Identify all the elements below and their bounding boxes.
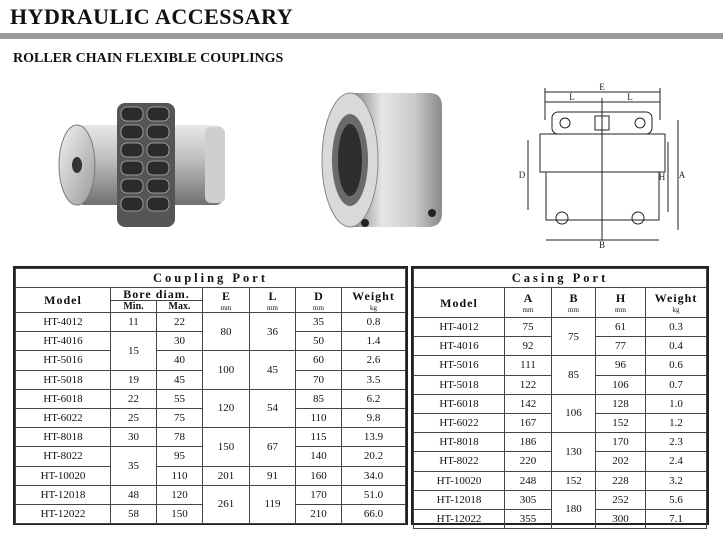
label-l-right: L bbox=[627, 92, 633, 102]
cell-d: 85 bbox=[296, 389, 342, 408]
cell-bore-max: 40 bbox=[157, 351, 203, 370]
table-row bbox=[414, 433, 707, 452]
cell-a: 122 bbox=[505, 375, 552, 394]
cell-bore-max: 120 bbox=[157, 485, 203, 504]
cell-h: 128 bbox=[596, 394, 646, 413]
cell-model: HT-8018 bbox=[414, 433, 505, 452]
coupling-port-title: Coupling Port bbox=[16, 269, 406, 288]
cell-model: HT-8022 bbox=[414, 452, 505, 471]
cell-h: 300 bbox=[596, 509, 646, 528]
cell-bore-max: 55 bbox=[157, 389, 203, 408]
casing-col-b bbox=[552, 288, 596, 318]
cell-e: 120 bbox=[203, 389, 250, 427]
cell-d: 115 bbox=[296, 428, 342, 447]
col-model: Model bbox=[16, 288, 111, 313]
col-e-unit: mm bbox=[220, 303, 232, 312]
cell-weight: 6.2 bbox=[342, 389, 406, 408]
cell-bore-min: 30 bbox=[111, 428, 157, 447]
cell-weight: 0.8 bbox=[342, 313, 406, 332]
cell-h: 77 bbox=[596, 337, 646, 356]
casing-col-b-unit: mm bbox=[568, 306, 579, 314]
label-h: H bbox=[658, 172, 666, 182]
cell-d: 210 bbox=[296, 504, 342, 523]
cell-weight: 5.6 bbox=[646, 490, 707, 509]
cell-weight: 0.7 bbox=[646, 375, 707, 394]
cell-model: HT-6018 bbox=[414, 394, 505, 413]
cell-h: 106 bbox=[596, 375, 646, 394]
cell-b: 130 bbox=[552, 433, 596, 471]
cell-weight: 51.0 bbox=[342, 485, 406, 504]
cell-e: 150 bbox=[203, 428, 250, 466]
casing-col-h bbox=[596, 288, 646, 318]
cell-model: HT-10020 bbox=[414, 471, 505, 490]
cell-b: 85 bbox=[552, 356, 596, 394]
cell-weight: 7.1 bbox=[646, 509, 707, 528]
label-e: E bbox=[599, 82, 605, 92]
col-weight-unit: kg bbox=[370, 303, 377, 312]
cell-weight: 1.2 bbox=[646, 413, 707, 432]
cell-bore-max: 45 bbox=[157, 370, 203, 389]
casing-col-a-label: A bbox=[523, 291, 533, 305]
cell-b: 180 bbox=[552, 490, 596, 528]
table-row bbox=[414, 490, 707, 509]
cell-model: HT-6018 bbox=[16, 389, 111, 408]
col-e-label: E bbox=[221, 288, 230, 303]
cell-b: 152 bbox=[552, 471, 596, 490]
cell-bore-max: 150 bbox=[157, 504, 203, 523]
col-weight bbox=[342, 288, 406, 313]
cell-model: HT-8018 bbox=[16, 428, 111, 447]
cell-weight: 9.8 bbox=[342, 408, 406, 427]
cell-h: 96 bbox=[596, 356, 646, 375]
cell-bore-max: 78 bbox=[157, 428, 203, 447]
cell-d: 140 bbox=[296, 447, 342, 466]
cell-d: 70 bbox=[296, 370, 342, 389]
col-d-label: D bbox=[314, 288, 323, 303]
col-l-label: L bbox=[268, 288, 277, 303]
cell-weight: 3.5 bbox=[342, 370, 406, 389]
cell-bore-min: 22 bbox=[111, 389, 157, 408]
cell-model: HT-6022 bbox=[414, 413, 505, 432]
cell-model: HT-5018 bbox=[16, 370, 111, 389]
cell-weight: 2.4 bbox=[646, 452, 707, 471]
page-title: HYDRAULIC ACCESSARY bbox=[10, 4, 294, 29]
cell-l: 67 bbox=[250, 428, 296, 466]
cell-d: 160 bbox=[296, 466, 342, 485]
cell-weight: 34.0 bbox=[342, 466, 406, 485]
casing-col-weight bbox=[646, 288, 707, 318]
table-row bbox=[16, 485, 406, 504]
col-d bbox=[296, 288, 342, 313]
cell-d: 60 bbox=[296, 351, 342, 370]
cell-bore-max: 75 bbox=[157, 408, 203, 427]
cell-d: 110 bbox=[296, 408, 342, 427]
cell-d: 35 bbox=[296, 313, 342, 332]
cell-weight: 13.9 bbox=[342, 428, 406, 447]
casing-col-model: Model bbox=[414, 288, 505, 318]
cell-weight: 1.4 bbox=[342, 332, 406, 351]
cell-a: 220 bbox=[505, 452, 552, 471]
casing-col-a bbox=[505, 288, 552, 318]
cell-d: 50 bbox=[296, 332, 342, 351]
cell-a: 92 bbox=[505, 337, 552, 356]
cell-model: HT-4012 bbox=[16, 313, 111, 332]
chain-coupling-photo bbox=[55, 95, 245, 235]
cell-bore-min: 19 bbox=[111, 370, 157, 389]
cell-model: HT-10020 bbox=[16, 466, 111, 485]
cell-h: 252 bbox=[596, 490, 646, 509]
casing-col-b-label: B bbox=[569, 291, 578, 305]
col-bore-min: Min. bbox=[111, 301, 157, 313]
cell-model: HT-5018 bbox=[414, 375, 505, 394]
table-row bbox=[414, 471, 707, 490]
cell-l: 54 bbox=[250, 389, 296, 427]
casing-col-a-unit: mm bbox=[522, 306, 534, 314]
dimension-drawing bbox=[510, 80, 685, 250]
cell-model: HT-4012 bbox=[414, 318, 505, 337]
cell-model: HT-12018 bbox=[414, 490, 505, 509]
cell-bore-min: 25 bbox=[111, 408, 157, 427]
cell-weight: 20.2 bbox=[342, 447, 406, 466]
coupling-casing-photo bbox=[320, 85, 445, 235]
table-row bbox=[16, 389, 406, 408]
cell-h: 61 bbox=[596, 318, 646, 337]
cell-b: 106 bbox=[552, 394, 596, 432]
cell-weight: 0.4 bbox=[646, 337, 707, 356]
col-bore-max: Max. bbox=[157, 301, 203, 313]
cell-model: HT-12018 bbox=[16, 485, 111, 504]
cell-bore-max: 95 bbox=[157, 447, 203, 466]
cell-e: 80 bbox=[203, 313, 250, 351]
cell-model: HT-5016 bbox=[414, 356, 505, 375]
casing-port-title: Casing Port bbox=[414, 269, 707, 288]
casing-col-weight-unit: kg bbox=[672, 306, 680, 314]
cell-model: HT-6022 bbox=[16, 408, 111, 427]
cell-a: 186 bbox=[505, 433, 552, 452]
section-title: ROLLER CHAIN FLEXIBLE COUPLINGS bbox=[13, 51, 284, 66]
label-l-left: L bbox=[569, 92, 575, 102]
cell-weight: 0.6 bbox=[646, 356, 707, 375]
table-row bbox=[16, 428, 406, 447]
cell-a: 75 bbox=[505, 318, 552, 337]
cell-h: 202 bbox=[596, 452, 646, 471]
cell-l: 45 bbox=[250, 351, 296, 389]
cell-l: 119 bbox=[250, 485, 296, 523]
cell-d: 170 bbox=[296, 485, 342, 504]
col-l-unit: mm bbox=[267, 303, 278, 312]
cell-model: HT-5016 bbox=[16, 351, 111, 370]
cell-model: HT-8022 bbox=[16, 447, 111, 466]
cell-model: HT-12022 bbox=[414, 509, 505, 528]
col-d-unit: mm bbox=[313, 303, 324, 312]
label-a: A bbox=[678, 170, 685, 180]
casing-col-weight-label: Weight bbox=[654, 291, 698, 305]
cell-weight: 1.0 bbox=[646, 394, 707, 413]
cell-a: 248 bbox=[505, 471, 552, 490]
cell-model: HT-4016 bbox=[414, 337, 505, 356]
title-rule bbox=[0, 33, 723, 39]
col-l bbox=[250, 288, 296, 313]
col-bore-diam: Bore diam. bbox=[111, 288, 203, 301]
cell-model: HT-4016 bbox=[16, 332, 111, 351]
cell-weight: 66.0 bbox=[342, 504, 406, 523]
label-b: B bbox=[598, 240, 606, 250]
cell-e: 261 bbox=[203, 485, 250, 523]
cell-l: 91 bbox=[250, 466, 296, 485]
cell-a: 305 bbox=[505, 490, 552, 509]
cell-a: 167 bbox=[505, 413, 552, 432]
table-row bbox=[414, 394, 707, 413]
cell-bore-min: 15 bbox=[111, 332, 157, 370]
label-d: D bbox=[518, 170, 526, 180]
cell-bore-min: 48 bbox=[111, 485, 157, 504]
cell-a: 142 bbox=[505, 394, 552, 413]
casing-col-h-label: H bbox=[615, 291, 626, 305]
cell-bore-min: 11 bbox=[111, 313, 157, 332]
cell-e: 100 bbox=[203, 351, 250, 389]
cell-a: 111 bbox=[505, 356, 552, 375]
cell-e: 201 bbox=[203, 466, 250, 485]
cell-h: 170 bbox=[596, 433, 646, 452]
casing-port-table bbox=[411, 266, 709, 525]
casing-col-h-unit: mm bbox=[615, 306, 626, 314]
col-e bbox=[203, 288, 250, 313]
cell-bore-min: 58 bbox=[111, 504, 157, 523]
table-row bbox=[16, 351, 406, 370]
table-row bbox=[16, 466, 406, 485]
col-weight-label: Weight bbox=[352, 288, 395, 303]
cell-model: HT-12022 bbox=[16, 504, 111, 523]
cell-h: 228 bbox=[596, 471, 646, 490]
cell-b: 75 bbox=[552, 318, 596, 356]
cell-weight: 0.3 bbox=[646, 318, 707, 337]
cell-bore-max: 22 bbox=[157, 313, 203, 332]
cell-a: 355 bbox=[505, 509, 552, 528]
cell-bore-min: 35 bbox=[111, 447, 157, 485]
cell-weight: 2.3 bbox=[646, 433, 707, 452]
cell-l: 36 bbox=[250, 313, 296, 351]
cell-bore-max: 110 bbox=[157, 466, 203, 485]
table-row bbox=[414, 318, 707, 337]
cell-weight: 2.6 bbox=[342, 351, 406, 370]
table-row bbox=[16, 313, 406, 332]
table-row bbox=[414, 356, 707, 375]
coupling-port-table bbox=[13, 266, 408, 525]
cell-h: 152 bbox=[596, 413, 646, 432]
cell-bore-max: 30 bbox=[157, 332, 203, 351]
cell-weight: 3.2 bbox=[646, 471, 707, 490]
